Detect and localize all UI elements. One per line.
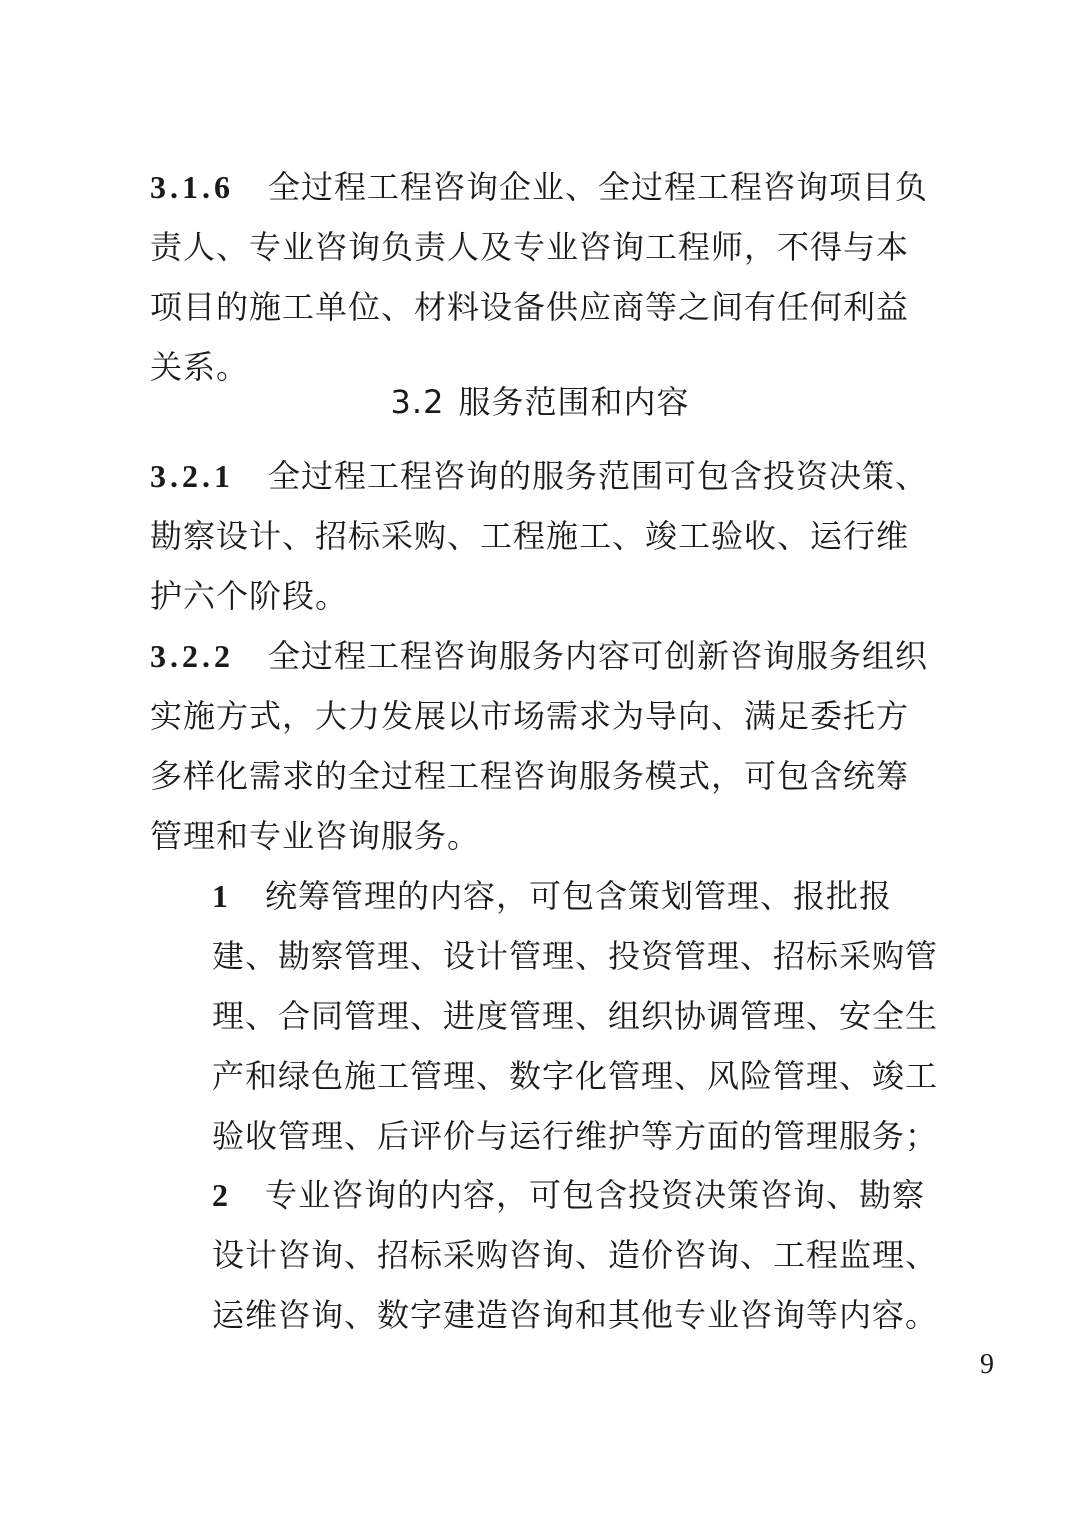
clause-text: 全过程工程咨询企业、全过程工程咨询项目负责人、专业咨询负责人及专业咨询工程师，不得与本项目的施工单位、材料设备供应商等之间有任何利益关系。: [150, 168, 929, 386]
page-number: 9: [980, 1349, 994, 1380]
item-text: 统筹管理的内容，可包含策划管理、报批报建、勘察管理、设计管理、投资管理、招标采购管理、合同管理、进度管理、组织协调管理、安全生产和绿色施工管理、数字化管理、风险管理、竣工验收管理、后评价与运行维护等方面的管理服务；: [212, 877, 939, 1155]
section-title: 服务范围和内容: [458, 383, 690, 421]
clause-3-2-2: [150, 626, 940, 866]
section-heading: [0, 372, 1080, 432]
clause-text: 全过程工程咨询的服务范围可包含投资决策、勘察设计、招标采购、工程施工、竣工验收、运行维护六个阶段。: [150, 457, 929, 615]
clause-number: 3.1.6: [150, 169, 234, 205]
clause-number: 3.2.2: [150, 638, 234, 674]
item-text: 专业咨询的内容，可包含投资决策咨询、勘察设计咨询、招标采购咨询、造价咨询、工程监理、运维咨询、数字建造咨询和其他专业咨询等内容。: [212, 1176, 939, 1334]
list-item-2: [150, 1165, 940, 1345]
clause-3-1-6: [150, 157, 940, 397]
clause-number: 3.2.1: [150, 458, 234, 494]
item-number: 1: [212, 878, 229, 914]
clause-3-2-1: [150, 446, 940, 626]
item-number: 2: [212, 1177, 229, 1213]
list-item-1: [150, 866, 940, 1166]
section-number: 3.2: [390, 383, 445, 421]
clause-text: 全过程工程咨询服务内容可创新咨询服务组织实施方式，大力发展以市场需求为导向、满足委托方多样化需求的全过程工程咨询服务模式，可包含统筹管理和专业咨询服务。: [150, 637, 929, 855]
